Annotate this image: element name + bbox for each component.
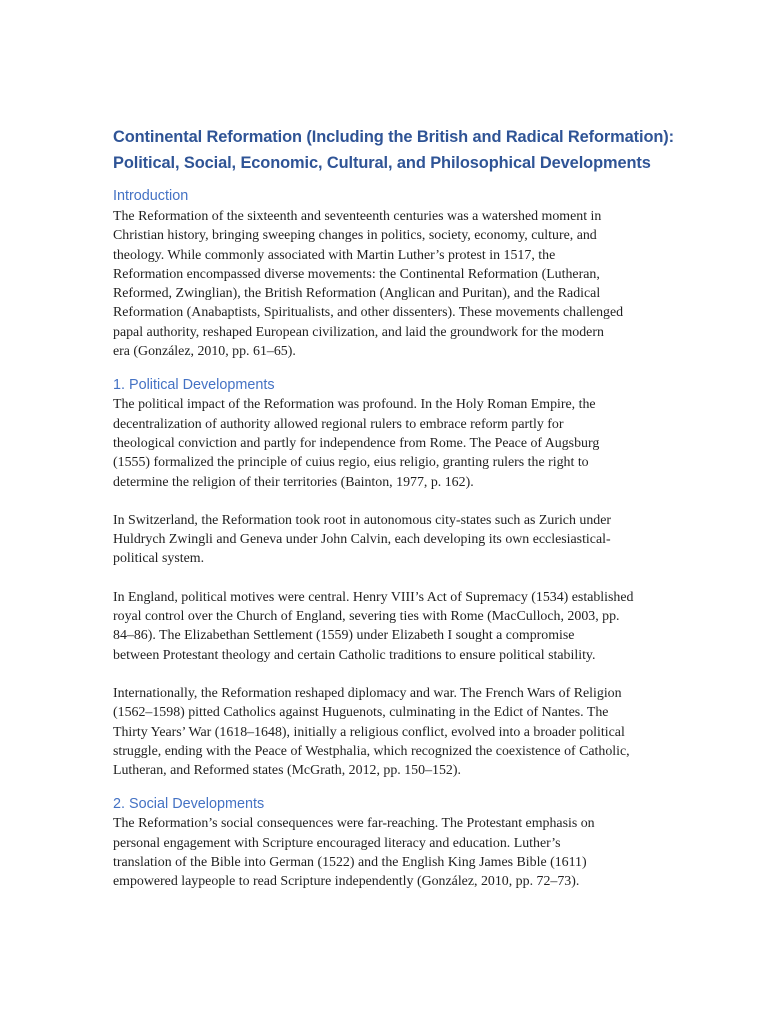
paragraph: [113, 814, 658, 891]
text-line: The Reformation’s social consequences were far-reaching. The Protestant emphasis on: [113, 816, 595, 832]
text-line: (1555) formalized the principle of cuius regio, eius religio, granting rulers the right to: [113, 455, 589, 471]
text-line: Christian history, bringing sweeping changes in politics, society, economy, culture, and: [113, 228, 597, 244]
text-line: Lutheran, and Reformed states (McGrath, 2012, pp. 150–152).: [113, 763, 461, 779]
text-line: era (González, 2010, pp. 61–65).: [113, 344, 296, 360]
paragraph: [113, 395, 658, 491]
text-line: decentralization of authority allowed regional rulers to embrace reform partly for: [113, 416, 564, 432]
text-line: (1562–1598) pitted Catholics against Huguenots, culminating in the Edict of Nantes. The: [113, 705, 609, 721]
section-heading-social: 2. Social Developments: [113, 796, 265, 813]
text-line: Reformation (Anabaptists, Spiritualists, and other dissenters). These movements challenged: [113, 305, 624, 321]
text-line: empowered laypeople to read Scripture independently (González, 2010, pp. 72–73).: [113, 874, 580, 890]
paragraph: [113, 684, 658, 780]
text-line: In Switzerland, the Reformation took root in autonomous city-states such as Zurich under: [113, 512, 612, 528]
text-line: struggle, ending with the Peace of Westphalia, which recognized the coexistence of Catholic,: [113, 743, 630, 759]
text-line: 84–86). The Elizabethan Settlement (1559) under Elizabeth I sought a compromise: [113, 628, 575, 644]
text-line: In England, political motives were central. Henry VIII’s Act of Supremacy (1534) established: [113, 589, 634, 605]
text-line: theology. While commonly associated with Martin Luther’s protest in 1517, the: [113, 247, 556, 263]
text-line: personal engagement with Scripture encouraged literacy and education. Luther’s: [113, 835, 561, 851]
text-line: Huldrych Zwingli and Geneva under John Calvin, each developing its own ecclesiastical-: [113, 532, 611, 548]
text-line: Reformed, Zwinglian), the British Reformation (Anglican and Puritan), and the Radical: [113, 286, 601, 302]
text-line: between Protestant theology and certain Catholic traditions to ensure political stability.: [113, 647, 596, 663]
paragraph: [113, 511, 658, 569]
text-line: Reformation encompassed diverse movements: the Continental Reformation (Lutheran,: [113, 266, 600, 282]
text-line: translation of the Bible into German (1522) and the English King James Bible (1611): [113, 855, 587, 871]
section-heading-political: 1. Political Developments: [113, 377, 275, 394]
document-page: [113, 124, 675, 892]
text-line: theological conviction and partly for independence from Rome. The Peace of Augsburg: [113, 435, 600, 451]
text-line: royal control over the Church of England, severing ties with Rome (MacCulloch, 2003, pp.: [113, 609, 620, 625]
section-heading-introduction: Introduction: [113, 188, 189, 204]
paragraph: [113, 588, 658, 665]
title-line: Continental Reformation (Including the British and Radical Reformation):: [113, 128, 675, 146]
text-line: papal authority, reshaped European civilization, and laid the groundwork for the modern: [113, 324, 604, 340]
text-line: political system.: [113, 551, 205, 567]
paragraph: [113, 207, 658, 361]
text-line: determine the religion of their territories (Bainton, 1977, p. 162).: [113, 474, 474, 490]
document-title: [113, 124, 675, 176]
title-line: Political, Social, Economic, Cultural, and Philosophical Developments: [113, 154, 651, 172]
text-line: Internationally, the Reformation reshaped diplomacy and war. The French Wars of Religion: [113, 685, 622, 701]
text-line: The political impact of the Reformation was profound. In the Holy Roman Empire, the: [113, 397, 596, 413]
text-line: The Reformation of the sixteenth and seventeenth centuries was a watershed moment in: [113, 209, 602, 224]
text-line: Thirty Years’ War (1618–1648), initially a religious conflict, evolved into a broader political: [113, 724, 625, 740]
